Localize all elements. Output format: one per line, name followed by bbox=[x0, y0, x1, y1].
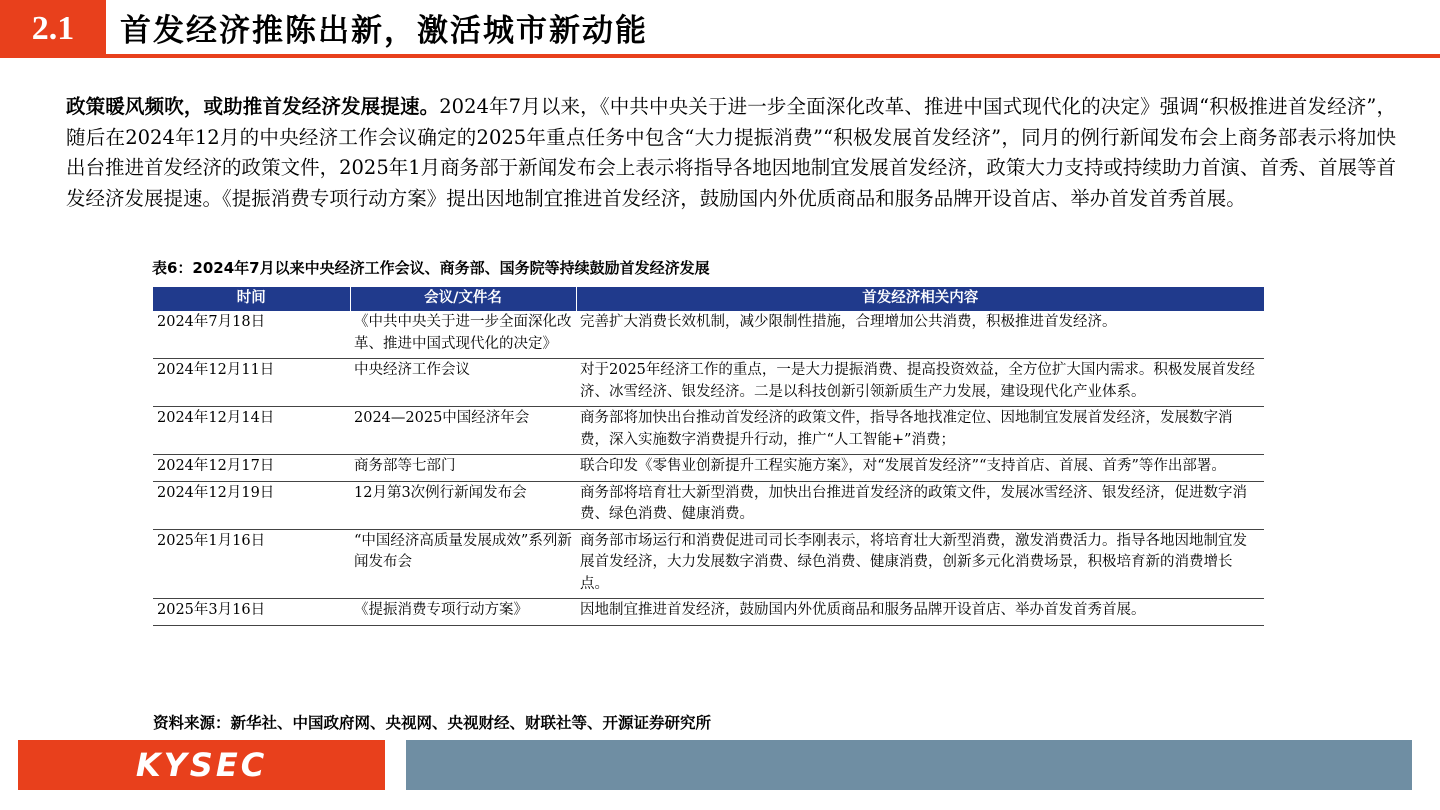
table-row bbox=[153, 529, 1264, 599]
table-row bbox=[153, 599, 1264, 626]
page-title: 首发经济推陈出新，激活城市新动能 bbox=[120, 13, 648, 49]
cell-content: 联合印发《零售业创新提升工程实施方案》，对“发展首发经济”“支持首店、首展、首秀”等作出部署。 bbox=[576, 455, 1264, 482]
cell-document: 《提振消费专项行动方案》 bbox=[350, 599, 576, 626]
source-note: 资料来源：新华社、中国政府网、央视网、央视财经、财联社等、开源证券研究所 bbox=[153, 714, 712, 732]
intro-body: 2024年7月以来，《中共中央关于进一步全面深化改革、推进中国式现代化的决定》强调“积极推进首发经济”，随后在2024年12月的中央经济工作会议确定的2025年重点任务中包含“大力提振消费”“积极发展首发经济”，同月的例行新闻发布会上商务部表示将加快出台推进首发经济的政策文件，2025年1月商务部于新闻发布会上表示将指导各地因地制宜发展首发经济，政策大力支持或持续助力首演、首秀、首展等首发经济发展提速。《提振消费专项行动方案》提出因地制宜推进首发经济，鼓励国内外优质商品和服务品牌开设首店、举办首发首秀首展。 bbox=[66, 95, 1396, 210]
cell-document: “中国经济高质量发展成效”系列新闻发布会 bbox=[350, 529, 576, 599]
cell-content: 完善扩大消费长效机制，减少限制性措施，合理增加公共消费，积极推进首发经济。 bbox=[576, 311, 1264, 359]
footer-bar bbox=[406, 740, 1412, 790]
cell-document: 2024—2025中国经济年会 bbox=[350, 407, 576, 455]
cell-date: 2024年12月11日 bbox=[153, 359, 350, 407]
cell-content: 商务部将培育壮大新型消费，加快出台推进首发经济的政策文件，发展冰雪经济、银发经济，促进数字消费、绿色消费、健康消费。 bbox=[576, 481, 1264, 529]
cell-content: 商务部市场运行和消费促进司司长李刚表示，将培育壮大新型消费，激发消费活力。指导各地因地制宜发展首发经济，大力发展数字消费、绿色消费、健康消费，创新多元化消费场景，积极培育新的消费增长点。 bbox=[576, 529, 1264, 599]
cell-date: 2024年7月18日 bbox=[153, 311, 350, 359]
column-header-content: 首发经济相关内容 bbox=[576, 287, 1264, 311]
cell-date: 2024年12月14日 bbox=[153, 407, 350, 455]
cell-content: 商务部将加快出台推动首发经济的政策文件，指导各地找准定位、因地制宜发展首发经济，发展数字消费，深入实施数字消费提升行动，推广“人工智能+”消费； bbox=[576, 407, 1264, 455]
table-caption: 表6：2024年7月以来中央经济工作会议、商务部、国务院等持续鼓励首发经济发展 bbox=[152, 259, 710, 277]
section-number-badge bbox=[0, 0, 106, 58]
section-number: 2.1 bbox=[31, 10, 75, 47]
intro-lead: 政策暖风频吹，或助推首发经济发展提速。 bbox=[66, 95, 440, 118]
cell-date: 2025年3月16日 bbox=[153, 599, 350, 626]
table-header-row bbox=[153, 287, 1264, 311]
title-rule bbox=[106, 54, 1440, 58]
logo-text: KYSEC bbox=[135, 746, 268, 784]
policy-table bbox=[153, 287, 1264, 626]
table-row bbox=[153, 311, 1264, 359]
cell-document: 12月第3次例行新闻发布会 bbox=[350, 481, 576, 529]
kysec-logo bbox=[18, 740, 385, 790]
table-row bbox=[153, 359, 1264, 407]
table-row bbox=[153, 481, 1264, 529]
cell-document: 中央经济工作会议 bbox=[350, 359, 576, 407]
cell-date: 2025年1月16日 bbox=[153, 529, 350, 599]
cell-document: 《中共中央关于进一步全面深化改革、推进中国式现代化的决定》 bbox=[350, 311, 576, 359]
cell-content: 因地制宜推进首发经济，鼓励国内外优质商品和服务品牌开设首店、举办首发首秀首展。 bbox=[576, 599, 1264, 626]
intro-paragraph bbox=[66, 92, 1396, 214]
cell-date: 2024年12月19日 bbox=[153, 481, 350, 529]
cell-date: 2024年12月17日 bbox=[153, 455, 350, 482]
cell-document: 商务部等七部门 bbox=[350, 455, 576, 482]
table-row bbox=[153, 407, 1264, 455]
column-header-date: 时间 bbox=[153, 287, 350, 311]
column-header-document: 会议/文件名 bbox=[350, 287, 576, 311]
cell-content: 对于2025年经济工作的重点，一是大力提振消费、提高投资效益，全方位扩大国内需求。积极发展首发经济、冰雪经济、银发经济。二是以科技创新引领新质生产力发展，建设现代化产业体系。 bbox=[576, 359, 1264, 407]
table-row bbox=[153, 455, 1264, 482]
